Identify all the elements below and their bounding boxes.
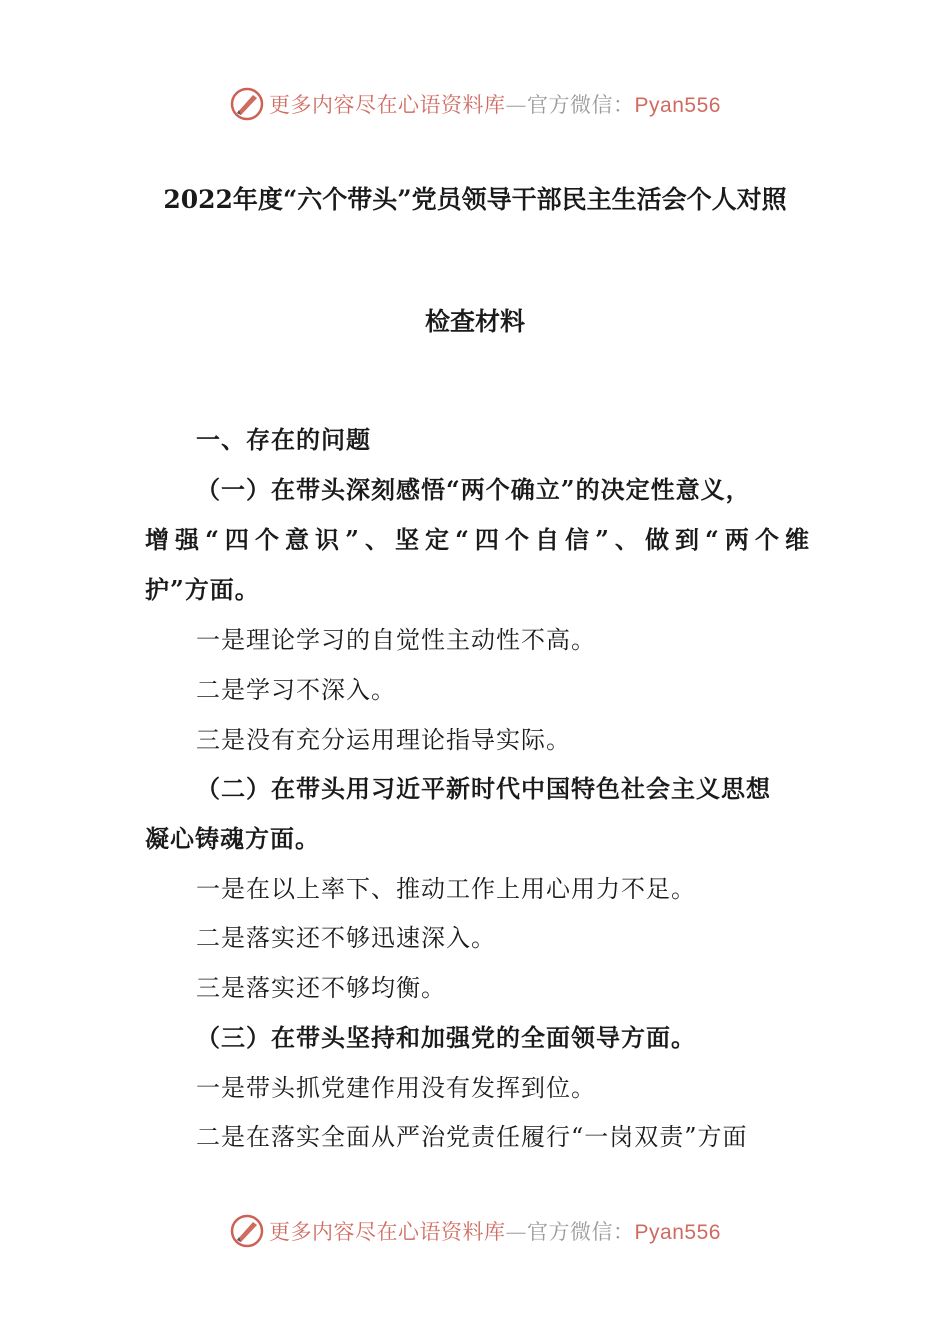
paragraph-item: 二是落实还不够迅速深入。 xyxy=(196,924,496,952)
subheading-1-line-2: 增强“四个意识”、坚定“四个自信”、做到“两个维 xyxy=(145,525,810,554)
paragraph-item: 一是理论学习的自觉性主动性不高。 xyxy=(196,626,596,654)
watermark-text xyxy=(269,89,721,119)
subheading-1-line-3: 护”方面。 xyxy=(145,575,260,604)
watermark-dash: — xyxy=(505,93,528,117)
paragraph-item: 一是在以上率下、推动工作上用心用力不足。 xyxy=(196,875,696,903)
watermark-footer xyxy=(0,1209,950,1253)
paragraph-item: 一是带头抓党建作用没有发挥到位。 xyxy=(196,1074,596,1102)
watermark-wechat-label: 官方微信： xyxy=(527,1220,635,1244)
document-title-line-2: 检查材料 xyxy=(424,307,525,336)
watermark-wechat-id: Pyan556 xyxy=(634,1221,721,1244)
document-title-line-1: 2022年度“六个带头”党员领导干部民主生活会个人对照 xyxy=(163,185,787,214)
subheading-3-line-1: （三）在带头坚持和加强党的全面领导方面。 xyxy=(196,1023,696,1052)
watermark-brand: 更多内容尽在心语资料库 xyxy=(269,93,506,117)
pen-logo-icon xyxy=(229,1213,265,1249)
subheading-1-line-1: （一）在带头深刻感悟“两个确立”的决定性意义， xyxy=(196,475,751,504)
watermark-wechat-label: 官方微信： xyxy=(527,93,635,117)
watermark-brand: 更多内容尽在心语资料库 xyxy=(269,1220,506,1244)
paragraph-item: 二是学习不深入。 xyxy=(196,676,396,704)
pen-logo-icon xyxy=(229,86,265,122)
watermark-wechat-id: Pyan556 xyxy=(634,94,721,117)
watermark-header xyxy=(0,82,950,126)
subheading-2-line-2: 凝心铸魂方面。 xyxy=(145,824,320,853)
watermark-dash: — xyxy=(505,1220,528,1244)
section-heading: 一、存在的问题 xyxy=(196,425,371,454)
subheading-2-line-1: （二）在带头用习近平新时代中国特色社会主义思想 xyxy=(196,774,771,803)
paragraph-item: 三是落实还不够均衡。 xyxy=(196,974,446,1002)
paragraph-item: 三是没有充分运用理论指导实际。 xyxy=(196,726,571,754)
paragraph-item: 二是在落实全面从严治党责任履行“一岗双责”方面 xyxy=(196,1123,748,1151)
watermark-text xyxy=(269,1216,721,1246)
